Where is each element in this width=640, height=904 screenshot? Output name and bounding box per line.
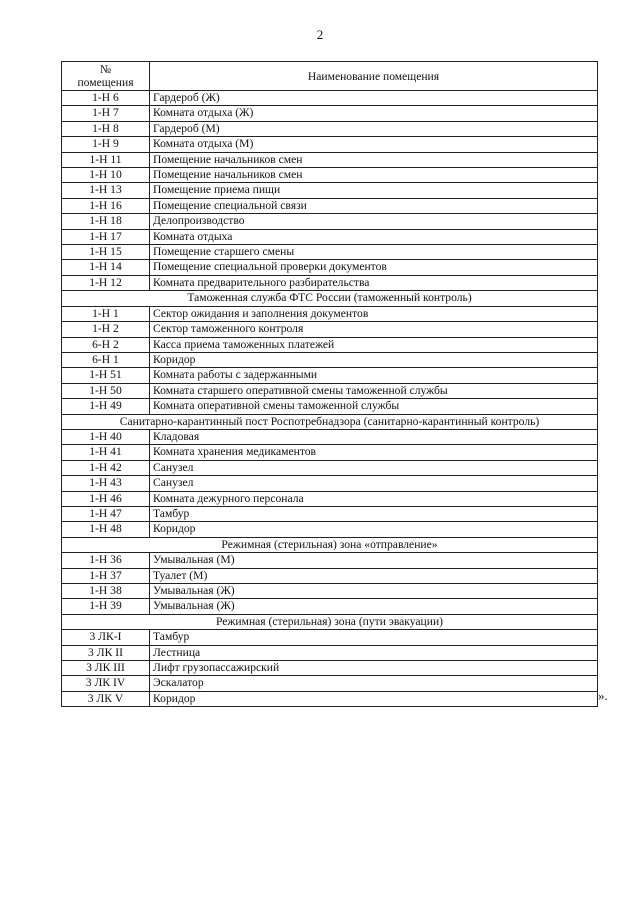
- room-number: 6-Н 2: [62, 337, 150, 352]
- room-name: Комната отдыха (М): [150, 137, 598, 152]
- room-name: Гардероб (Ж): [150, 91, 598, 106]
- room-name: Коридор: [150, 352, 598, 367]
- room-number: 1-Н 12: [62, 275, 150, 290]
- table-row: [62, 399, 598, 414]
- room-name: Помещение старшего смены: [150, 245, 598, 260]
- room-name: Лифт грузопассажирский: [150, 661, 598, 676]
- room-number: 1-Н 41: [62, 445, 150, 460]
- room-number-header: [62, 62, 150, 91]
- table-row: [62, 352, 598, 367]
- room-name: Комната отдыха: [150, 229, 598, 244]
- room-name-header: Наименование помещения: [150, 62, 598, 91]
- table-row: [62, 599, 598, 614]
- table-row: [62, 198, 598, 213]
- room-number: 3 ЛК IV: [62, 676, 150, 691]
- room-name: Тамбур: [150, 630, 598, 645]
- table-row: [62, 229, 598, 244]
- room-name: Касса приема таможенных платежей: [150, 337, 598, 352]
- room-name: Комната предварительного разбирательства: [150, 275, 598, 290]
- header-row: [62, 62, 598, 91]
- room-number: 3 ЛК II: [62, 645, 150, 660]
- table-row: [62, 91, 598, 106]
- room-name: Помещение начальников смен: [150, 152, 598, 167]
- section-row: [62, 291, 598, 306]
- room-name: Кладовая: [150, 429, 598, 444]
- table-row: [62, 121, 598, 136]
- room-number: 1-Н 51: [62, 368, 150, 383]
- table-row: [62, 383, 598, 398]
- room-name: Комната хранения медикаментов: [150, 445, 598, 460]
- room-number: 1-Н 50: [62, 383, 150, 398]
- table-row: [62, 275, 598, 290]
- room-number: 1-Н 17: [62, 229, 150, 244]
- room-name: Тамбур: [150, 506, 598, 521]
- page-number: 2: [316, 27, 324, 42]
- room-number: 1-Н 36: [62, 553, 150, 568]
- table-row: [62, 214, 598, 229]
- room-number: 1-Н 38: [62, 584, 150, 599]
- room-name: Комната дежурного персонала: [150, 491, 598, 506]
- table-row: [62, 152, 598, 167]
- room-name: Умывальная (М): [150, 553, 598, 568]
- room-number: 1-Н 2: [62, 322, 150, 337]
- closing-mark: ».: [598, 688, 608, 703]
- room-number-header-label: помещения: [77, 76, 134, 89]
- table-row: [62, 368, 598, 383]
- room-number: 1-Н 9: [62, 137, 150, 152]
- room-number: 1-Н 39: [62, 599, 150, 614]
- table-body: [62, 91, 598, 707]
- room-number: 1-Н 46: [62, 491, 150, 506]
- table-row: [62, 306, 598, 321]
- room-number: 1-Н 40: [62, 429, 150, 444]
- table-row: [62, 676, 598, 691]
- room-name: Гардероб (М): [150, 121, 598, 136]
- table-row: [62, 460, 598, 475]
- room-number: 1-Н 13: [62, 183, 150, 198]
- room-name: Коридор: [150, 522, 598, 537]
- room-name: Помещение специальной связи: [150, 198, 598, 213]
- section-row: [62, 537, 598, 552]
- room-number: 3 ЛК-I: [62, 630, 150, 645]
- room-number: 1-Н 14: [62, 260, 150, 275]
- room-number: 1-Н 43: [62, 476, 150, 491]
- room-name: Туалет (М): [150, 568, 598, 583]
- table-row: [62, 491, 598, 506]
- room-number: 1-Н 48: [62, 522, 150, 537]
- room-number: 3 ЛК V: [62, 691, 150, 706]
- room-number: 1-Н 47: [62, 506, 150, 521]
- section-row: [62, 614, 598, 629]
- room-number: 1-Н 49: [62, 399, 150, 414]
- section-row: [62, 414, 598, 429]
- room-name: Сектор таможенного контроля: [150, 322, 598, 337]
- section-heading: Режимная (стерильная) зона «отправление»: [62, 537, 598, 552]
- table-row: [62, 429, 598, 444]
- table-row: [62, 568, 598, 583]
- table-row: [62, 137, 598, 152]
- room-number: 6-Н 1: [62, 352, 150, 367]
- section-heading: Таможенная служба ФТС России (таможенный контроль): [62, 291, 598, 306]
- room-number: 1-Н 16: [62, 198, 150, 213]
- table-row: [62, 260, 598, 275]
- room-name: Комната отдыха (Ж): [150, 106, 598, 121]
- room-number: 1-Н 42: [62, 460, 150, 475]
- table-row: [62, 245, 598, 260]
- room-number: 1-Н 6: [62, 91, 150, 106]
- room-name: Сектор ожидания и заполнения документов: [150, 306, 598, 321]
- room-name: Умывальная (Ж): [150, 584, 598, 599]
- room-name: Помещение специальной проверки документов: [150, 260, 598, 275]
- room-number: 1-Н 11: [62, 152, 150, 167]
- table-row: [62, 337, 598, 352]
- room-name: Делопроизводство: [150, 214, 598, 229]
- room-name: Умывальная (Ж): [150, 599, 598, 614]
- room-name: Коридор: [150, 691, 598, 706]
- table-row: [62, 553, 598, 568]
- table-row: [62, 322, 598, 337]
- room-name: Санузел: [150, 460, 598, 475]
- table-row: [62, 476, 598, 491]
- room-name: Комната оперативной смены таможенной службы: [150, 399, 598, 414]
- table-header: [62, 62, 598, 91]
- room-number: 1-Н 37: [62, 568, 150, 583]
- room-name: Комната старшего оперативной смены таможенной службы: [150, 383, 598, 398]
- room-name: Комната работы с задержанными: [150, 368, 598, 383]
- table-row: [62, 630, 598, 645]
- table-row: [62, 584, 598, 599]
- table-row: [62, 445, 598, 460]
- table-row: [62, 183, 598, 198]
- table-row: [62, 691, 598, 706]
- room-name: Помещение приема пищи: [150, 183, 598, 198]
- room-number: 1-Н 8: [62, 121, 150, 136]
- table-row: [62, 168, 598, 183]
- rooms-table: [61, 61, 598, 707]
- room-name: Лестница: [150, 645, 598, 660]
- room-number: 1-Н 18: [62, 214, 150, 229]
- table-row: [62, 522, 598, 537]
- room-name: Помещение начальников смен: [150, 168, 598, 183]
- room-number: 1-Н 1: [62, 306, 150, 321]
- room-number: 1-Н 10: [62, 168, 150, 183]
- table-row: [62, 106, 598, 121]
- table-row: [62, 661, 598, 676]
- room-name: Эскалатор: [150, 676, 598, 691]
- room-number: 1-Н 15: [62, 245, 150, 260]
- room-number: 3 ЛК III: [62, 661, 150, 676]
- room-number: 1-Н 7: [62, 106, 150, 121]
- section-heading: Санитарно-карантинный пост Роспотребнадзора (санитарно-карантинный контроль): [62, 414, 598, 429]
- room-name: Санузел: [150, 476, 598, 491]
- table-row: [62, 506, 598, 521]
- room-number-header-symbol: №: [99, 63, 112, 76]
- section-heading: Режимная (стерильная) зона (пути эвакуации): [62, 614, 598, 629]
- table-row: [62, 645, 598, 660]
